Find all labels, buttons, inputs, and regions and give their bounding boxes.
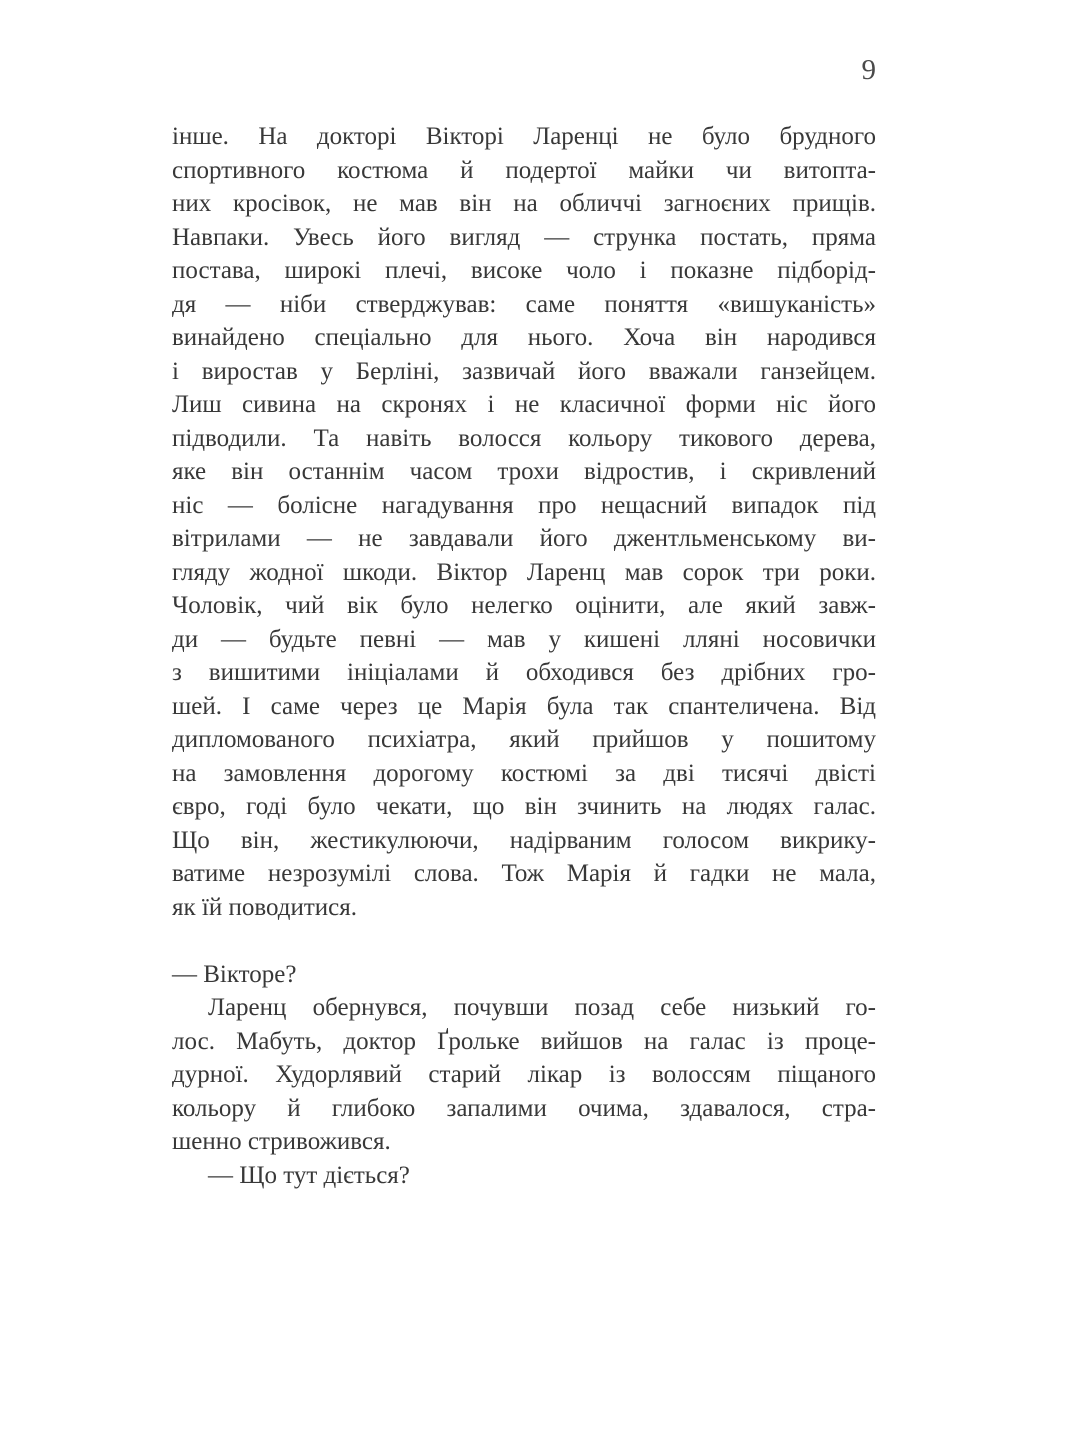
text-line: кольору й глибоко запалими очима, здавалося, стра-	[172, 1094, 876, 1122]
text-line: ди — будьте певні — мав у кишені лляні носовички	[172, 625, 876, 653]
text-line: ніс — болісне нагадування про нещасний випадок під	[172, 491, 876, 519]
text-line: інше. На докторі Вікторі Ларенці не було брудного	[172, 123, 876, 150]
text-line: з вишитими ініціалами й обходився без дрібних гро-	[172, 659, 876, 686]
text-line: дипломованого психіатра, який прийшов у пошитому	[172, 726, 876, 753]
text-line: — Що тут діється?	[208, 1161, 410, 1189]
text-line: дурної. Худорлявий старий лікар із волоссям піщаного	[172, 1061, 876, 1088]
text-line: Навпаки. Увесь його вигляд — струнка постать, пряма	[172, 223, 876, 251]
paragraph	[172, 1159, 876, 1193]
text-line: шей. І саме через це Марія була так спантеличена. Від	[172, 692, 876, 720]
text-block	[172, 120, 876, 1192]
text-line: шенно стривожився.	[172, 1128, 391, 1155]
paragraph	[172, 991, 876, 1159]
text-line: дя — ніби стверджував: саме поняття «вишуканість»	[172, 290, 876, 318]
text-line: яке він останнім часом трохи відростив, і скривлений	[172, 458, 876, 485]
text-line: на замовлення дорогому костюмі за дві тисячі двісті	[172, 759, 876, 787]
text-line: євро, годі було чекати, що він зчинить на людях галас.	[172, 793, 876, 820]
paragraph	[172, 120, 876, 924]
text-line: ватиме незрозумілі слова. Тож Марія й гадки не мала,	[172, 860, 876, 887]
text-line: гляду жодної шкоди. Віктор Ларенц мав сорок три роки.	[172, 558, 876, 586]
text-line: Ларенц обернувся, почувши позад себе низький го-	[208, 994, 876, 1021]
text-line: — Вікторе?	[172, 960, 297, 988]
text-line: вітрилами — не завдавали його джентльменському ви-	[172, 525, 876, 552]
text-line: підводили. Та навіть волосся кольору тикового дерева,	[172, 424, 876, 452]
text-line: Чоловік, чий вік було нелегко оцінити, але який завж-	[172, 592, 876, 619]
text-line: Що він, жестикулюючи, надірваним голосом викрику-	[172, 826, 876, 854]
text-line: них кросівок, не мав він на обличчі загноєних прищів.	[172, 190, 876, 217]
text-line: спортивного костюма й подертої майки чи витопта-	[172, 156, 876, 184]
page-number: 9	[861, 54, 876, 86]
text-line: Лиш сивина на скронях і не класичної форми ніс його	[172, 391, 876, 418]
text-line: і виростав у Берліні, зазвичай його вважали ганзейцем.	[172, 357, 876, 385]
text-line: лос. Мабуть, доктор Ґрольке вийшов на галас із проце-	[172, 1027, 876, 1055]
text-line: як їй поводитися.	[172, 893, 358, 921]
text-line: винайдено спеціально для нього. Хоча він народився	[172, 324, 876, 351]
paragraph	[172, 958, 876, 992]
text-line: постава, широкі плечі, високе чоло і показне підборід-	[172, 257, 876, 284]
